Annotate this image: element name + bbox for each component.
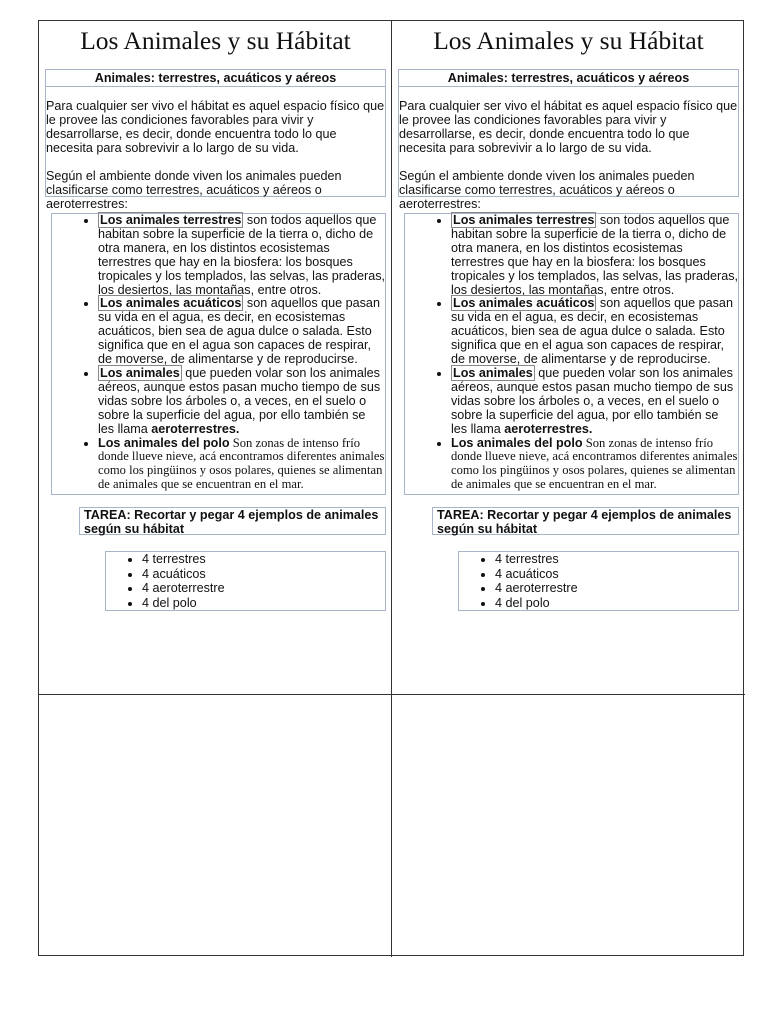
list-item-terrestres (98, 214, 385, 297)
card-subtitle: Animales: terrestres, acuáticos y aéreos (398, 69, 739, 87)
text-acuaticos: son aquellos que pasan su vida en el agua, es decir, en ecosistemas acuáticos, bien sea de agua dulce o salada. Esto significa que en el agua son capaces de respirar, de moverse, de alimentarse y de reproducirse. (98, 296, 380, 367)
keyword-aeroterrestres: aeroterrestres. (151, 421, 240, 436)
bullets-box (404, 213, 739, 495)
card-title: Los Animales y su Hábitat (80, 26, 351, 55)
task-item: • 4 terrestres (142, 552, 385, 567)
keyword-acuaticos: Los animales acuáticos (453, 296, 595, 311)
list-item-terrestres (451, 214, 738, 297)
keyword-aereos: Los animales (100, 365, 180, 380)
task-item: • 4 del polo (142, 596, 385, 611)
list-item-acuaticos (98, 297, 385, 367)
list-item-polo (451, 437, 738, 493)
list-item-aereos (451, 367, 738, 437)
intro-paragraph-2: Según el ambiente donde viven los animales pueden clasificarse como terrestres, acuáticos y aéreos o aeroterrestres: (46, 169, 342, 211)
keyword-aereos: Los animales (453, 365, 533, 380)
keyword-terrestres: Los animales terrestres (453, 213, 595, 227)
task-heading: TAREA: Recortar y pegar 4 ejemplos de animales según su hábitat (432, 507, 739, 535)
worksheet-grid (38, 20, 744, 956)
task-item: • 4 aeroterrestre (142, 581, 385, 596)
list-item-polo (98, 437, 385, 493)
habitat-list (405, 214, 738, 492)
list-item-aereos (98, 367, 385, 437)
card-title: Los Animales y su Hábitat (433, 26, 704, 55)
task-item: • 4 del polo (495, 596, 738, 611)
empty-cell-left (39, 695, 392, 957)
intro-box (45, 87, 386, 211)
task-list (459, 552, 738, 610)
keyword-terrestres: Los animales terrestres (100, 213, 242, 227)
intro-paragraph-1: Para cualquier ser vivo el hábitat es aquel espacio físico que le provee las condiciones favorables para vivir y desarrollarse, es decir, donde encuentra todo lo que necesita para sobrevivir a lo largo de su vida. (399, 99, 738, 155)
card-cell-left (39, 21, 392, 695)
text-polo: Son zonas de intenso frío donde llueve nieve, acá encontramos diferentes animales como los pingüinos y osos polares, quienes se alimentan de animales que se encuentran en el mar. (451, 435, 738, 492)
task-item: • 4 aeroterrestre (495, 581, 738, 596)
text-terrestres: son todos aquellos que habitan sobre la superficie de la tierra o, dicho de otra manera, en los distintos ecosistemas terrestres que hay en la biosfera: los bosques tropicales y los templados, las selvas, las praderas, los desiertos, las montañas, entre otros. (98, 213, 385, 297)
habitat-list (52, 214, 385, 492)
card-left (45, 21, 386, 611)
text-aereos: que pueden volar son los animales aéreos, aunque estos pasan mucho tiempo de sus vidas sobre los árboles o, a veces, en el suelo o sobre la superficie del agua, por ello también se les llama (451, 365, 734, 436)
task-list (106, 552, 385, 610)
card-cell-right (392, 21, 745, 695)
task-item: • 4 terrestres (495, 552, 738, 567)
bullets-box (51, 213, 386, 495)
keyword-aeroterrestres: aeroterrestres. (504, 421, 593, 436)
keyword-polo: Los animales del polo (98, 435, 230, 450)
keyword-polo: Los animales del polo (451, 435, 583, 450)
keyword-acuaticos: Los animales acuáticos (100, 296, 242, 311)
task-item: • 4 acuáticos (142, 567, 385, 582)
task-heading: TAREA: Recortar y pegar 4 ejemplos de animales según su hábitat (79, 507, 386, 535)
task-list-box (105, 551, 386, 611)
intro-paragraph-1: Para cualquier ser vivo el hábitat es aquel espacio físico que le provee las condiciones favorables para vivir y desarrollarse, es decir, donde encuentra todo lo que necesita para sobrevivir a lo largo de su vida. (46, 99, 385, 155)
card-right (398, 21, 739, 611)
text-polo: Son zonas de intenso frío donde llueve nieve, acá encontramos diferentes animales como los pingüinos y osos polares, quienes se alimentan de animales que se encuentran en el mar. (98, 435, 385, 492)
card-subtitle: Animales: terrestres, acuáticos y aéreos (45, 69, 386, 87)
task-list-box (458, 551, 739, 611)
text-terrestres: son todos aquellos que habitan sobre la superficie de la tierra o, dicho de otra manera, en los distintos ecosistemas terrestres que hay en la biosfera: los bosques tropicales y los templados, las selvas, las praderas, los desiertos, las montañas, entre otros. (451, 213, 738, 297)
intro-paragraph-2: Según el ambiente donde viven los animales pueden clasificarse como terrestres, acuáticos y aéreos o aeroterrestres: (399, 169, 695, 211)
text-acuaticos: son aquellos que pasan su vida en el agua, es decir, en ecosistemas acuáticos, bien sea de agua dulce o salada. Esto significa que en el agua son capaces de respirar, de moverse, de alimentarse y de reproducirse. (451, 296, 733, 367)
text-aereos: que pueden volar son los animales aéreos, aunque estos pasan mucho tiempo de sus vidas sobre los árboles o, a veces, en el suelo o sobre la superficie del agua, por ello también se les llama (98, 365, 381, 436)
intro-box (398, 87, 739, 211)
list-item-acuaticos (451, 297, 738, 367)
task-item: • 4 acuáticos (495, 567, 738, 582)
empty-cell-right (392, 695, 745, 957)
